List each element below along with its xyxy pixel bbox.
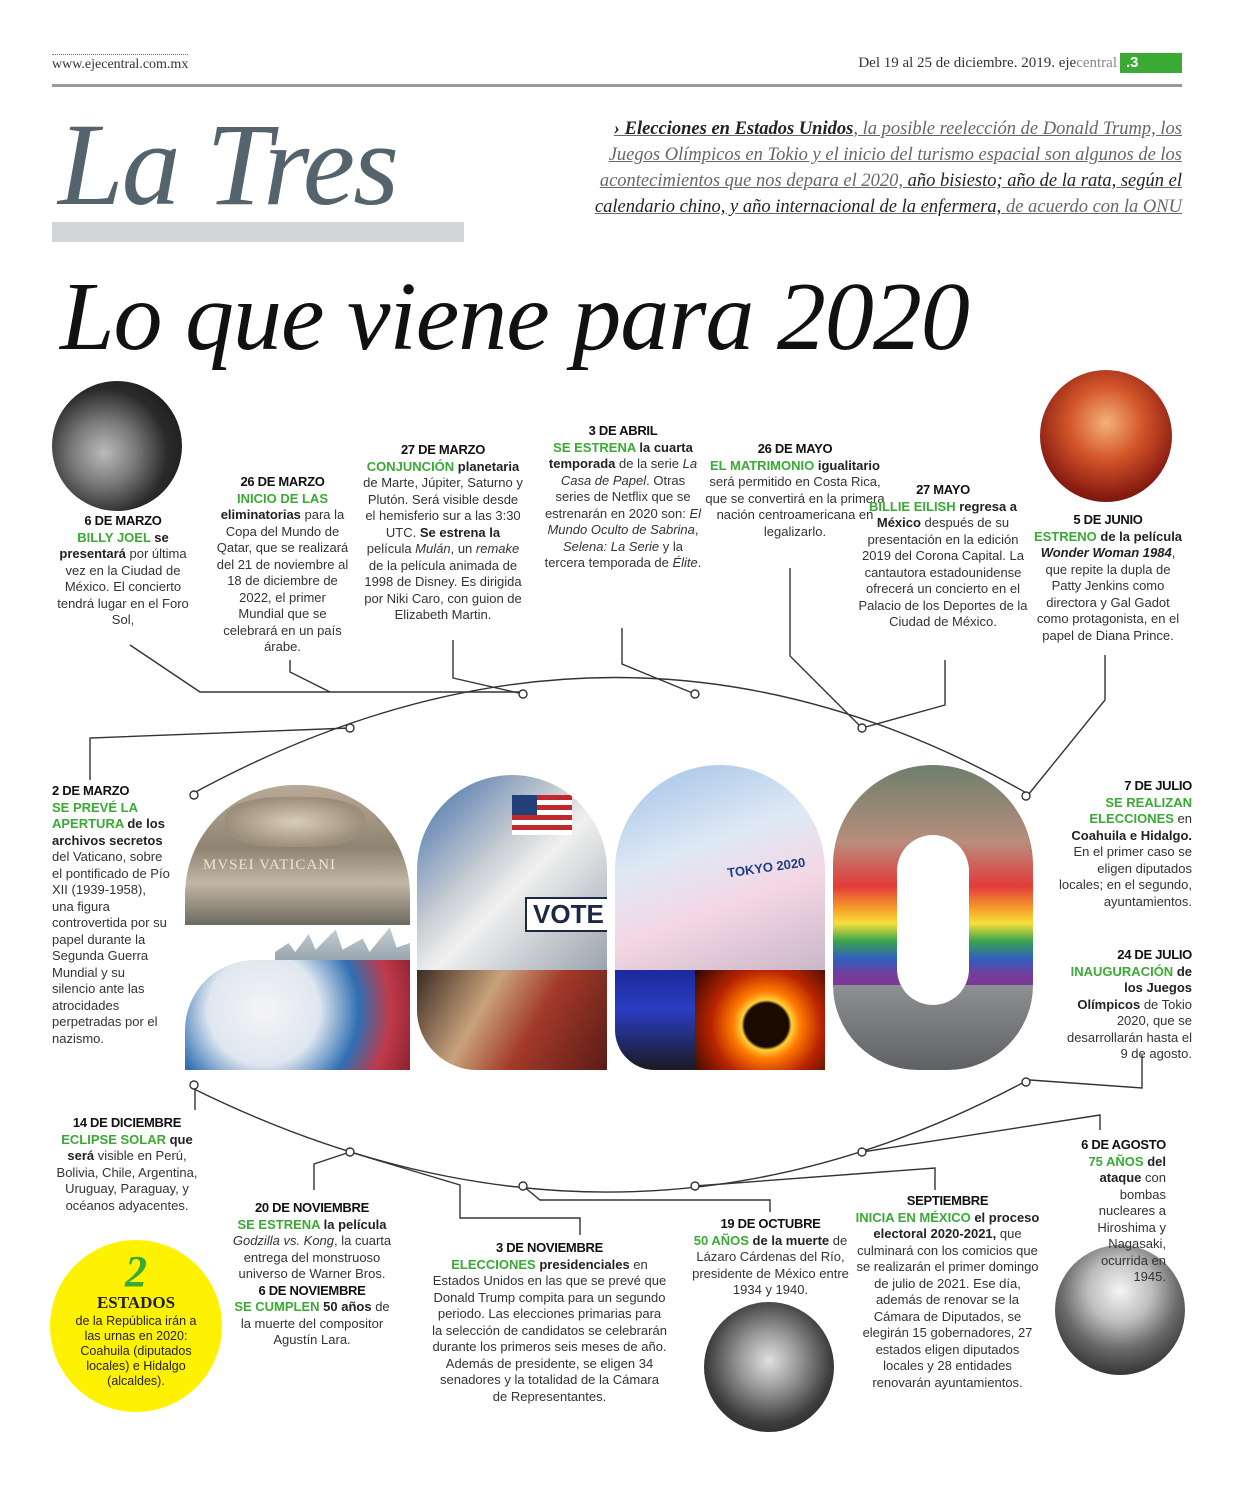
badge-number: 2: [125, 1247, 147, 1296]
event-text: que culminará con los comicios que se realizarán el primer domingo de julio de 2021. Ese día, además de renovar se la Cámara de Diputados, se elegirán 15 gobernadores, 27 estados eligen diputados locales y 28 entidades renovarán ayuntamientos.: [856, 1226, 1039, 1390]
event-bold: se presentará: [59, 529, 169, 561]
node-jl24: [1022, 1078, 1030, 1086]
event-3-noviembre: [432, 1240, 667, 1405]
intro-text-2: de acuerdo con la ONU: [1001, 197, 1182, 217]
event-italic: Mulán: [415, 541, 451, 556]
leader-sep: [695, 1168, 935, 1190]
event-italic: La Casa de Papel: [560, 456, 698, 488]
event-14-diciembre: [52, 1115, 202, 1214]
event-highlight: INICIO DE LAS: [236, 490, 328, 506]
event-date: 20 DE NOVIEMBRE: [255, 1200, 369, 1215]
leader-ag6: [862, 1115, 1100, 1152]
event-bold: eliminatorias: [220, 507, 301, 522]
photo-vatican: [185, 785, 410, 925]
event-bold: de la película: [1096, 528, 1183, 544]
leader-j5: [1028, 655, 1105, 795]
event-highlight: EL MATRIMONIO: [710, 457, 815, 473]
event-highlight: BILLIE EILISH: [868, 498, 956, 514]
event-bold: de los archivos secretos: [52, 816, 165, 848]
event-6-marzo: [52, 513, 194, 629]
event-text: , que repite la dupla de Patty Jenkins como directora y Gal Gadot como protagonista, en el papel de Diana Prince.: [1036, 545, 1180, 643]
leader-a3: [622, 628, 695, 694]
event-date: 27 DE MARZO: [400, 442, 486, 457]
event-24-julio: [1060, 947, 1192, 1063]
node-my26: [858, 724, 866, 732]
node-ag6: [858, 1148, 866, 1156]
event-27-mayo: [858, 482, 1028, 631]
event-highlight: ECLIPSE SOLAR: [61, 1131, 166, 1147]
event-text: para la Copa del Mundo de Qatar, que se realizará del 21 de noviembre al 18 de diciembre de 2022, el primer Mundial que se celebrará en un país árabe.: [216, 507, 349, 654]
event-text: con bombas nucleares a Hiroshima y Nagasaki, ocurrida en 1945.: [1097, 1170, 1166, 1284]
event-highlight-2: SE CUMPLEN: [234, 1299, 320, 1314]
event-septiembre: [855, 1193, 1040, 1391]
event-highlight: CONJUNCIÓN: [366, 458, 455, 474]
brand-central: central: [1076, 54, 1117, 71]
event-highlight: SE REALIZAN ELECCIONES: [1089, 794, 1192, 826]
event-bold: del ataque: [1099, 1153, 1166, 1185]
event-bold: de la muerte: [748, 1232, 830, 1248]
event-text: de Marte, Júpiter, Saturno y Plutón. Será visible desde el hemisferio sur a las 3:30 UTC.: [363, 475, 523, 540]
leader-m26: [290, 660, 330, 692]
event-text-2: . Otras series de Netflix que se estrenarán en 2020 son:: [544, 472, 691, 521]
event-text: de Tokio 2020, que se desarrollarán hasta el 9 de agosto.: [1066, 996, 1192, 1061]
leader-n20: [314, 1152, 350, 1190]
event-highlight: INAUGURACIÓN: [1070, 963, 1174, 979]
site-url[interactable]: www.ejecentral.com.mx: [52, 54, 188, 73]
portrait-billy-joel: [52, 381, 182, 511]
node-a3: [691, 690, 699, 698]
event-date: 26 DE MARZO: [240, 474, 325, 489]
event-19-octubre: [688, 1216, 853, 1299]
event-text-4: de la película animada de 1998 de Disney. Es dirigida por Niki Caro, con guion de Elizabeth Martin.: [364, 557, 522, 622]
event-6-agosto: [1070, 1137, 1166, 1286]
event-3-abril: [543, 423, 703, 572]
event-text-2: de la muerte del compositor Agustín Lara.: [240, 1299, 390, 1347]
date-range: Del 19 al 25 de diciembre. 2019.: [858, 54, 1055, 71]
event-italic-2: remake: [475, 541, 520, 556]
brand-eje: eje: [1058, 54, 1077, 71]
event-text: después de su presentación en la edición 2019 del Corona Capital. La cantautora estadounidense ofrecerá un concierto en el Palacio de los Deportes de la Ciudad de México.: [858, 515, 1028, 629]
event-bold: que será: [67, 1131, 193, 1163]
event-text: será permitido en Costa Rica, que se convertirá en la primera nación centroamericana en legalizarlo.: [705, 474, 885, 539]
event-date: 7 DE JULIO: [1124, 778, 1192, 793]
event-7-julio: [1055, 778, 1192, 910]
intro-lead: › Elecciones en Estados Unidos: [613, 119, 854, 139]
section-title: La Tres: [58, 99, 398, 230]
event-italic-2: El Mundo Oculto de Sabrina: [547, 505, 702, 537]
event-5-junio: [1032, 512, 1184, 644]
intro-bold: año bisiesto; año de la rata, según el calendario chino, y año internacional de la enfermera,: [594, 171, 1182, 217]
event-20-noviembre: [232, 1200, 392, 1349]
node-m6: [519, 690, 527, 698]
event-date: 5 DE JUNIO: [1073, 512, 1143, 527]
node-o19: [691, 1182, 699, 1190]
leader-my27: [862, 660, 945, 728]
event-italic-4: Élite: [672, 555, 698, 570]
bottom-arc: [192, 1080, 1028, 1192]
event-bold: presidenciales: [535, 1256, 630, 1272]
event-text: en Estados Unidos en las que se prevé que Donald Trump compita para un segundo periodo. Las elecciones primarias para la selección de candidatos se celebrarán durante los primeros seis meses de año. Además de presidente, se eligen 34 senadores y la totalidad de la Cámara de Representantes.: [432, 1256, 667, 1404]
event-text-3: ,: [694, 522, 699, 537]
node-m26: [346, 724, 354, 732]
event-text: por última vez en la Ciudad de México. El concierto tendrá lugar en el Foro Sol,: [57, 546, 189, 627]
zero-inner: [897, 835, 969, 1005]
event-italic: Godzilla vs. Kong: [232, 1233, 335, 1248]
states-badge: [50, 1240, 222, 1412]
tokyo-sign: TOKYO 2020: [726, 854, 807, 881]
photo-worldcup: [185, 960, 410, 1070]
event-26-marzo: [215, 474, 350, 656]
photo-eclipse: [695, 970, 825, 1070]
event-highlight: 75 AÑOS: [1088, 1153, 1144, 1169]
leader-o19: [523, 1186, 770, 1212]
event-date: 24 DE JULIO: [1117, 947, 1192, 962]
event-date: 6 DE MARZO: [84, 513, 162, 528]
event-date: 27 MAYO: [916, 482, 970, 497]
event-date: SEPTIEMBRE: [906, 1193, 989, 1208]
event-text: visible en Perú, Bolivia, Chile, Argentina, Uruguay, Paraguay, y océanos adyacentes.: [56, 1148, 198, 1213]
event-italic-3: Selena: La Serie: [563, 538, 660, 554]
photo-vote: [417, 775, 607, 970]
event-bold: planetaria: [454, 458, 520, 474]
event-highlight: ESTRENO: [1033, 528, 1097, 544]
page-number: .3: [1120, 53, 1182, 73]
photo-mulan: [417, 970, 607, 1070]
event-highlight: SE ESTRENA: [237, 1216, 321, 1232]
portrait-wonder-woman: [1040, 370, 1172, 502]
event-text: En el primer caso se eligen diputados locales; en el segundo, ayuntamientos.: [1059, 844, 1192, 909]
event-bold: Coahuila e Hidalgo.: [1071, 827, 1192, 843]
portrait-lazaro-cardenas: [704, 1302, 834, 1432]
event-highlight: SE ESTRENA: [553, 439, 636, 455]
node-d14: [190, 1081, 198, 1089]
node-n3: [519, 1182, 527, 1190]
event-date: 2 DE MARZO: [52, 783, 130, 798]
node-n20: [346, 1148, 354, 1156]
event-bold: el proceso electoral 2020-2021,: [873, 1209, 1040, 1241]
event-date-2: 6 DE NOVIEMBRE: [258, 1282, 366, 1298]
event-highlight: 50 AÑOS: [693, 1232, 749, 1248]
event-date: 19 DE OCTUBRE: [720, 1216, 821, 1231]
event-2-marzo: [52, 783, 170, 1047]
vatican-sign: MVSEI VATICANI: [203, 857, 337, 873]
event-highlight: SE PREVÉ LA APERTURA: [52, 799, 138, 831]
intro-text-1: , la posible reelección de Donald Trump, los Juegos Olímpicos en Tokio y el inicio del turismo espacial son algunos de los acontecimientos que nos depara el 2020,: [599, 119, 1182, 191]
event-text: del Vaticano, sobre el pontificado de Pío XII (1939-1958), una figura controvertida por su papel durante la Segunda Guerra Mundial y su silencio ante las atrocidades perpetradas por el nazismo.: [52, 849, 170, 1046]
event-text-5: .: [697, 555, 702, 570]
event-highlight: BILLY JOEL: [77, 529, 151, 545]
event-text: de Lázaro Cárdenas del Río, presidente de México entre 1934 y 1940.: [692, 1232, 849, 1297]
event-date: 3 DE NOVIEMBRE: [495, 1240, 604, 1255]
event-bold-2: Se estrena la: [419, 524, 501, 540]
main-title: Lo que viene para 2020: [60, 263, 969, 371]
event-highlight: ELECCIONES: [451, 1256, 536, 1272]
event-bold: la cuarta temporada: [548, 439, 693, 471]
event-highlight: INICIA EN MÉXICO: [855, 1209, 971, 1225]
event-date: 6 DE AGOSTO: [1081, 1137, 1166, 1152]
event-text-0: en: [1173, 811, 1192, 826]
leader-m27: [453, 640, 523, 694]
event-date: 3 DE ABRIL: [588, 423, 658, 438]
leader-my26: [790, 568, 862, 728]
event-bold: la película: [320, 1216, 387, 1232]
event-date: 14 DE DICIEMBRE: [72, 1115, 182, 1130]
photo-tokyo: [615, 765, 825, 970]
badge-label: ESTADOS: [96, 1293, 176, 1312]
photo-mosaic-2020: [185, 765, 1035, 1070]
event-text-2: película: [366, 541, 416, 556]
event-text-4: y la tercera temporada de: [544, 538, 683, 570]
event-text: , la cuarta entrega del monstruoso universo de Warner Bros.: [238, 1233, 392, 1281]
event-date: 26 DE MAYO: [757, 441, 833, 456]
event-bold-italic: Wonder Woman 1984: [1040, 545, 1172, 560]
vote-sign: VOTE: [525, 897, 607, 932]
event-bold: regresa a México: [876, 498, 1018, 530]
event-text: de la serie: [615, 456, 683, 471]
event-text-3: , un: [450, 541, 476, 556]
badge-text: de la República irán a las urnas en 2020: Coahuila (diputados locales) e Hidalgo (alcaldes).: [75, 1314, 197, 1388]
event-bold-2: 50 años: [319, 1299, 372, 1314]
event-bold: igualitario: [814, 457, 880, 473]
event-bold: de los Juegos Olímpicos: [1077, 963, 1192, 1012]
event-27-marzo: [363, 442, 523, 624]
